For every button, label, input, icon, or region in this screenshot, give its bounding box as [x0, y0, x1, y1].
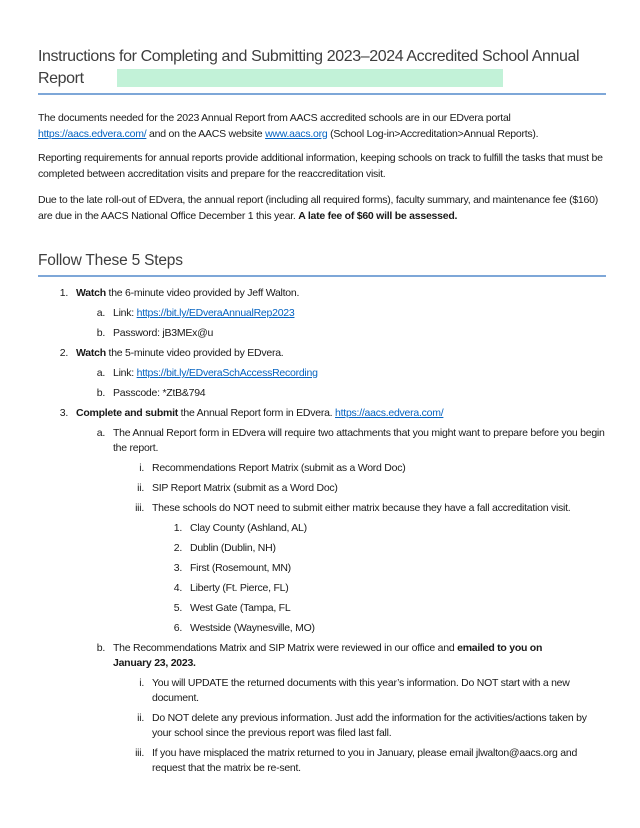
list-marker: 2. — [59, 347, 68, 359]
intro-paragraph-3 — [38, 193, 606, 224]
list-item-step-3a — [75, 426, 606, 456]
list-marker: i. — [139, 677, 144, 689]
list-marker: b. — [96, 387, 105, 399]
list-marker: i. — [139, 462, 144, 474]
title-line-1: Instructions for Completing and Submitting 2023–2024 Accredited School Annual — [38, 48, 580, 65]
list-item-school-6 — [152, 621, 606, 636]
video-1-link[interactable]: https://bit.ly/EDveraAnnualRep2023 — [136, 307, 295, 319]
step-3-text: the Annual Report form in EDvera. — [178, 407, 336, 419]
passcode-text: Passcode: *ZtB&794 — [113, 387, 206, 399]
edvera-portal-link[interactable]: https://aacs.edvera.com/ — [38, 127, 147, 140]
list-item-step-1 — [38, 286, 606, 301]
sip-matrix-text: SIP Report Matrix (submit as a Word Doc) — [152, 482, 338, 494]
list-item-school-1 — [152, 521, 606, 536]
list-item-step-2 — [38, 346, 606, 361]
document-title — [38, 46, 606, 95]
list-item-step-3a-ii — [114, 481, 606, 496]
step-3-bold: Complete and submit — [76, 407, 179, 419]
title-green-highlight — [117, 69, 503, 87]
school-name: Liberty (Ft. Pierce, FL) — [190, 582, 289, 594]
step-1-bold: Watch — [76, 287, 106, 299]
intro-p1-mid-text: and on the AACS website — [146, 127, 266, 140]
password-text: Password: jB3MEx@u — [113, 327, 214, 339]
intro-p1-post-text: (School Log-in>Accreditation>Annual Reports). — [327, 127, 539, 140]
list-marker: 1. — [59, 287, 68, 299]
step-3b-text: The Recommendations Matrix and SIP Matrix were reviewed in our office and — [113, 642, 458, 654]
intro-p1-text: The documents needed for the 2023 Annual Report from AACS accredited schools are in our EDvera portal — [38, 112, 511, 124]
list-marker: 3. — [173, 562, 182, 574]
fall-visit-text: These schools do NOT need to submit either matrix because they have a fall accreditation visit. — [152, 502, 571, 514]
step-2-bold: Watch — [76, 347, 106, 359]
misplaced-matrix-text: If you have misplaced the matrix returned to you in January, please email jlwalton@aacs.org and request that the matrix be re-sent. — [152, 747, 578, 774]
list-item-step-2b — [75, 386, 606, 401]
list-item-step-3b — [75, 641, 606, 671]
list-marker: a. — [96, 427, 105, 439]
list-marker: b. — [96, 327, 105, 339]
edvera-form-link[interactable]: https://aacs.edvera.com/ — [335, 407, 444, 419]
video-2-link[interactable]: https://bit.ly/EDveraSchAccessRecording — [136, 367, 318, 379]
intro-p3-text: Due to the late roll-out of EDvera, the annual report (including all required forms), faculty summary, and maintenance fee ($160) are due in the AACS National Office December 1 this year. — [38, 194, 598, 222]
title-line-2-text: Report — [38, 70, 84, 87]
list-marker: 3. — [59, 407, 68, 419]
list-item-school-3 — [152, 561, 606, 576]
link-label: Link: — [113, 307, 137, 319]
list-item-school-2 — [152, 541, 606, 556]
link-label: Link: — [113, 367, 137, 379]
intro-paragraph-1 — [38, 111, 606, 142]
list-item-step-2a — [75, 366, 606, 381]
list-marker: iii. — [135, 747, 144, 759]
aacs-website-link[interactable]: www.aacs.org — [265, 127, 328, 140]
recommendations-matrix-text: Recommendations Report Matrix (submit as a Word Doc) — [152, 462, 406, 474]
school-name: First (Rosemount, MN) — [190, 562, 291, 574]
list-item-step-1a — [75, 306, 606, 321]
date-bold-text: January 23, 2023. — [113, 657, 196, 669]
school-name: Dublin (Dublin, NH) — [190, 542, 276, 554]
intro-paragraph-2: Reporting requirements for annual reports provide additional information, keeping schools on track to fulfill the tasks that must be completed between accreditation visits and prepare for the reaccreditation visit. — [38, 152, 603, 180]
list-item-step-3a-i — [114, 461, 606, 476]
do-not-delete-text: Do NOT delete any previous information. Just add the information for the activities/actions taken by your school since the previous report was filed last fall. — [152, 712, 587, 739]
step-2-text: the 5-minute video provided by EDvera. — [105, 347, 284, 359]
emailed-bold-text: emailed to you on — [457, 642, 543, 654]
list-item-step-3a-iii — [114, 501, 606, 516]
steps-section-heading: Follow These 5 Steps — [38, 250, 606, 277]
list-item-school-4 — [152, 581, 606, 596]
list-marker: ii. — [137, 712, 144, 724]
list-item-step-3b-iii — [114, 746, 606, 776]
update-docs-text: You will UPDATE the returned documents with this year’s information. Do NOT start with a new document. — [152, 677, 570, 704]
list-marker: a. — [96, 307, 105, 319]
list-marker: ii. — [137, 482, 144, 494]
list-marker: 1. — [173, 522, 182, 534]
list-item-school-5 — [152, 601, 606, 616]
list-item-step-1b — [75, 326, 606, 341]
school-name: Clay County (Ashland, AL) — [190, 522, 307, 534]
late-fee-bold-text: A late fee of $60 will be assessed. — [298, 209, 458, 222]
list-marker: a. — [96, 367, 105, 379]
list-item-step-3b-ii — [114, 711, 606, 741]
list-marker: b. — [96, 642, 105, 654]
list-marker: 2. — [173, 542, 182, 554]
school-name: West Gate (Tampa, FL — [190, 602, 291, 614]
list-item-step-3 — [38, 406, 606, 421]
title-line-2 — [38, 68, 606, 90]
list-marker: 6. — [173, 622, 182, 634]
step-3a-text: The Annual Report form in EDvera will require two attachments that you might want to prepare before you begin the report. — [113, 427, 605, 454]
school-name: Westside (Waynesville, MO) — [190, 622, 315, 634]
list-marker: iii. — [135, 502, 144, 514]
step-1-text: the 6-minute video provided by Jeff Walton. — [105, 287, 300, 299]
list-marker: 5. — [173, 602, 182, 614]
list-marker: 4. — [173, 582, 182, 594]
list-item-step-3b-i — [114, 676, 606, 706]
